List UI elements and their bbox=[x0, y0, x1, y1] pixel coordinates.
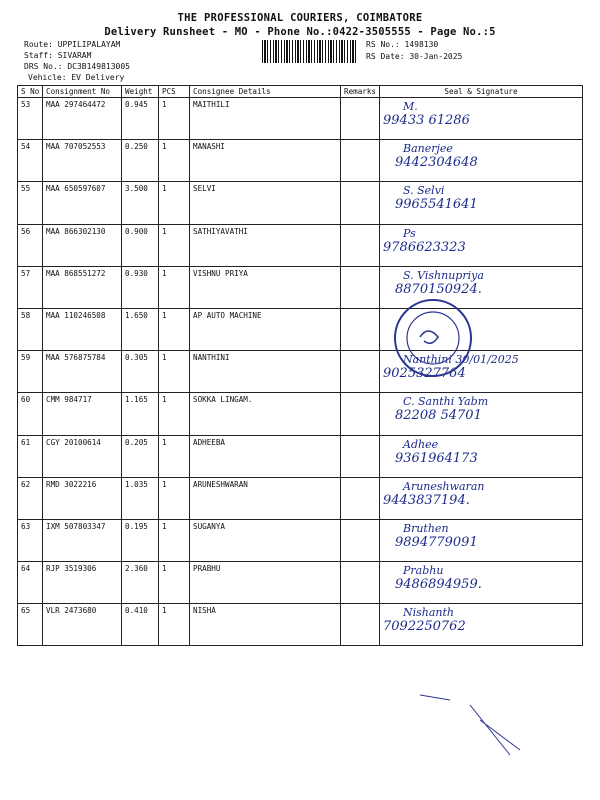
consignee-cell: SELVI bbox=[190, 182, 341, 224]
consignee-cell: ARUNESHWARAN bbox=[190, 477, 341, 519]
col-consignee: Consignee Details bbox=[190, 86, 341, 98]
sno-cell: 63 bbox=[18, 519, 43, 561]
consignment-cell: IXM 507803347 bbox=[43, 519, 122, 561]
table-row bbox=[18, 308, 583, 350]
table-row bbox=[18, 140, 583, 182]
handwritten-signature: Bruthen bbox=[403, 521, 449, 535]
weight-cell: 0.195 bbox=[122, 519, 159, 561]
runsheet-subtitle: Delivery Runsheet - MO - Phone No.:0422-3505555 - Page No.:5 bbox=[104, 26, 496, 38]
handwritten-signature: Nishanth bbox=[403, 606, 455, 620]
consignee-cell: SUGANYA bbox=[190, 519, 341, 561]
sno-cell: 57 bbox=[18, 266, 43, 308]
handwritten-phone: 9965541641 bbox=[395, 197, 478, 213]
remarks-cell bbox=[341, 308, 380, 350]
sno-cell: 54 bbox=[18, 140, 43, 182]
consignee-cell: PRABHU bbox=[190, 562, 341, 604]
consignee-cell: VISHNU PRIYA bbox=[190, 266, 341, 308]
signature-cell bbox=[380, 98, 583, 140]
signature-cell bbox=[380, 519, 583, 561]
remarks-cell bbox=[341, 98, 380, 140]
signature-cell bbox=[380, 435, 583, 477]
table-header-row bbox=[18, 86, 583, 98]
col-seal-signature: Seal & Signature bbox=[380, 86, 583, 98]
handwritten-phone: 9894779091 bbox=[395, 534, 478, 550]
weight-cell: 0.205 bbox=[122, 435, 159, 477]
handwritten-phone: 7092250762 bbox=[383, 619, 466, 635]
handwritten-signature: M. bbox=[403, 100, 418, 113]
remarks-cell bbox=[341, 562, 380, 604]
signature-cell bbox=[380, 562, 583, 604]
handwritten-phone: 9025327764 bbox=[383, 366, 466, 382]
weight-cell: 0.305 bbox=[122, 351, 159, 393]
handwritten-signature: S. Vishnupriya bbox=[403, 268, 484, 282]
barcode bbox=[262, 40, 357, 63]
sno-cell: 58 bbox=[18, 308, 43, 350]
weight-cell: 0.945 bbox=[122, 98, 159, 140]
table-row bbox=[18, 562, 583, 604]
handwritten-phone: 9361964173 bbox=[395, 450, 478, 466]
rs-date: RS Date: 30-Jan-2025 bbox=[366, 52, 463, 61]
consignment-cell: MAA 868551272 bbox=[43, 266, 122, 308]
weight-cell: 0.900 bbox=[122, 224, 159, 266]
consignee-cell: MAITHILI bbox=[190, 98, 341, 140]
handwritten-phone: 9486894959. bbox=[395, 577, 482, 593]
consignee-cell: NANTHINI bbox=[190, 351, 341, 393]
handwritten-signature: S. Selvi bbox=[403, 184, 445, 198]
handwritten-signature: Adhee bbox=[403, 437, 439, 451]
pcs-cell: 1 bbox=[159, 182, 190, 224]
pen-scribble bbox=[410, 680, 540, 760]
pcs-cell: 1 bbox=[159, 562, 190, 604]
pcs-cell: 1 bbox=[159, 140, 190, 182]
consignment-cell: RJP 3519306 bbox=[43, 562, 122, 604]
remarks-cell bbox=[341, 393, 380, 435]
pcs-cell: 1 bbox=[159, 435, 190, 477]
weight-cell: 1.035 bbox=[122, 477, 159, 519]
signature-cell bbox=[380, 393, 583, 435]
consignee-cell: MANASHI bbox=[190, 140, 341, 182]
weight-cell: 0.930 bbox=[122, 266, 159, 308]
handwritten-phone: 9442304648 bbox=[395, 155, 478, 171]
handwritten-signature: Aruneshwaran bbox=[403, 479, 485, 493]
handwritten-signature: C. Santhi Yabm bbox=[403, 395, 489, 409]
consignment-cell: MAA 297464472 bbox=[43, 98, 122, 140]
remarks-cell bbox=[341, 266, 380, 308]
weight-cell: 2.360 bbox=[122, 562, 159, 604]
consignment-cell: MAA 707052553 bbox=[43, 140, 122, 182]
consignment-cell: MAA 110246508 bbox=[43, 308, 122, 350]
consignee-cell: ADHEEBA bbox=[190, 435, 341, 477]
remarks-cell bbox=[341, 477, 380, 519]
signature-cell bbox=[380, 224, 583, 266]
weight-cell: 1.165 bbox=[122, 393, 159, 435]
remarks-cell bbox=[341, 140, 380, 182]
table-row bbox=[18, 393, 583, 435]
signature-cell bbox=[380, 140, 583, 182]
handwritten-phone: 9443837194. bbox=[383, 492, 470, 508]
table-row bbox=[18, 477, 583, 519]
weight-cell: 0.250 bbox=[122, 140, 159, 182]
table-row bbox=[18, 519, 583, 561]
drs-number: DRS No.: DC3B149813005 bbox=[24, 62, 130, 71]
route-label: Route: UPPILIPALAYAM bbox=[24, 40, 121, 49]
handwritten-phone: 9786623323 bbox=[383, 239, 466, 255]
table-row bbox=[18, 98, 583, 140]
pcs-cell: 1 bbox=[159, 224, 190, 266]
sno-cell: 62 bbox=[18, 477, 43, 519]
consignment-cell: MAA 650597607 bbox=[43, 182, 122, 224]
weight-cell: 0.410 bbox=[122, 604, 159, 646]
staff-label: Staff: SIVARAM bbox=[24, 51, 92, 60]
consignment-cell: VLR 2473680 bbox=[43, 604, 122, 646]
signature-cell bbox=[380, 604, 583, 646]
table-row bbox=[18, 435, 583, 477]
handwritten-phone: 8870150924. bbox=[395, 281, 482, 297]
table-row bbox=[18, 182, 583, 224]
sno-cell: 61 bbox=[18, 435, 43, 477]
consignee-cell: NISHA bbox=[190, 604, 341, 646]
sno-cell: 65 bbox=[18, 604, 43, 646]
col-weight: Weight bbox=[122, 86, 159, 98]
pcs-cell: 1 bbox=[159, 351, 190, 393]
handwritten-signature: Ps bbox=[403, 226, 416, 240]
sno-cell: 64 bbox=[18, 562, 43, 604]
remarks-cell bbox=[341, 604, 380, 646]
table-row bbox=[18, 224, 583, 266]
handwritten-signature: Nanthini 30/01/2025 bbox=[403, 353, 519, 367]
pcs-cell: 1 bbox=[159, 393, 190, 435]
table-row bbox=[18, 266, 583, 308]
runsheet-table bbox=[17, 85, 583, 646]
remarks-cell bbox=[341, 435, 380, 477]
remarks-cell bbox=[341, 351, 380, 393]
signature-cell bbox=[380, 477, 583, 519]
handwritten-signature: Prabhu bbox=[403, 564, 444, 578]
vehicle-label: Vehicle: EV Delivery bbox=[28, 73, 125, 82]
handwritten-phone: 82208 54701 bbox=[395, 408, 482, 424]
weight-cell: 1.650 bbox=[122, 308, 159, 350]
sno-cell: 60 bbox=[18, 393, 43, 435]
company-title: THE PROFESSIONAL COURIERS, COIMBATORE bbox=[177, 12, 423, 24]
col-pcs: PCS bbox=[159, 86, 190, 98]
col-sno: S No bbox=[18, 86, 43, 98]
remarks-cell bbox=[341, 519, 380, 561]
consignment-cell: CMM 984717 bbox=[43, 393, 122, 435]
consignee-cell: AP AUTO MACHINE bbox=[190, 308, 341, 350]
remarks-cell bbox=[341, 224, 380, 266]
seal-stamp bbox=[388, 293, 478, 383]
sno-cell: 53 bbox=[18, 98, 43, 140]
col-consignment: Consignment No bbox=[43, 86, 122, 98]
consignee-cell: SOKKA LINGAM. bbox=[190, 393, 341, 435]
pcs-cell: 1 bbox=[159, 308, 190, 350]
pcs-cell: 1 bbox=[159, 98, 190, 140]
signature-cell bbox=[380, 182, 583, 224]
pcs-cell: 1 bbox=[159, 604, 190, 646]
handwritten-signature: Banerjee bbox=[403, 142, 453, 156]
consignee-cell: SATHIYAVATHI bbox=[190, 224, 341, 266]
sno-cell: 56 bbox=[18, 224, 43, 266]
table-row bbox=[18, 351, 583, 393]
sno-cell: 55 bbox=[18, 182, 43, 224]
handwritten-phone: 99433 61286 bbox=[383, 113, 470, 128]
weight-cell: 3.500 bbox=[122, 182, 159, 224]
consignment-cell: MAA 866302130 bbox=[43, 224, 122, 266]
rs-number: RS No.: 1498130 bbox=[366, 40, 439, 49]
remarks-cell bbox=[341, 182, 380, 224]
pcs-cell: 1 bbox=[159, 519, 190, 561]
consignment-cell: CGY 20100614 bbox=[43, 435, 122, 477]
pcs-cell: 1 bbox=[159, 477, 190, 519]
consignment-cell: MAA 576875784 bbox=[43, 351, 122, 393]
table-row bbox=[18, 604, 583, 646]
pcs-cell: 1 bbox=[159, 266, 190, 308]
sno-cell: 59 bbox=[18, 351, 43, 393]
consignment-cell: RMD 3022216 bbox=[43, 477, 122, 519]
col-remarks: Remarks bbox=[341, 86, 380, 98]
